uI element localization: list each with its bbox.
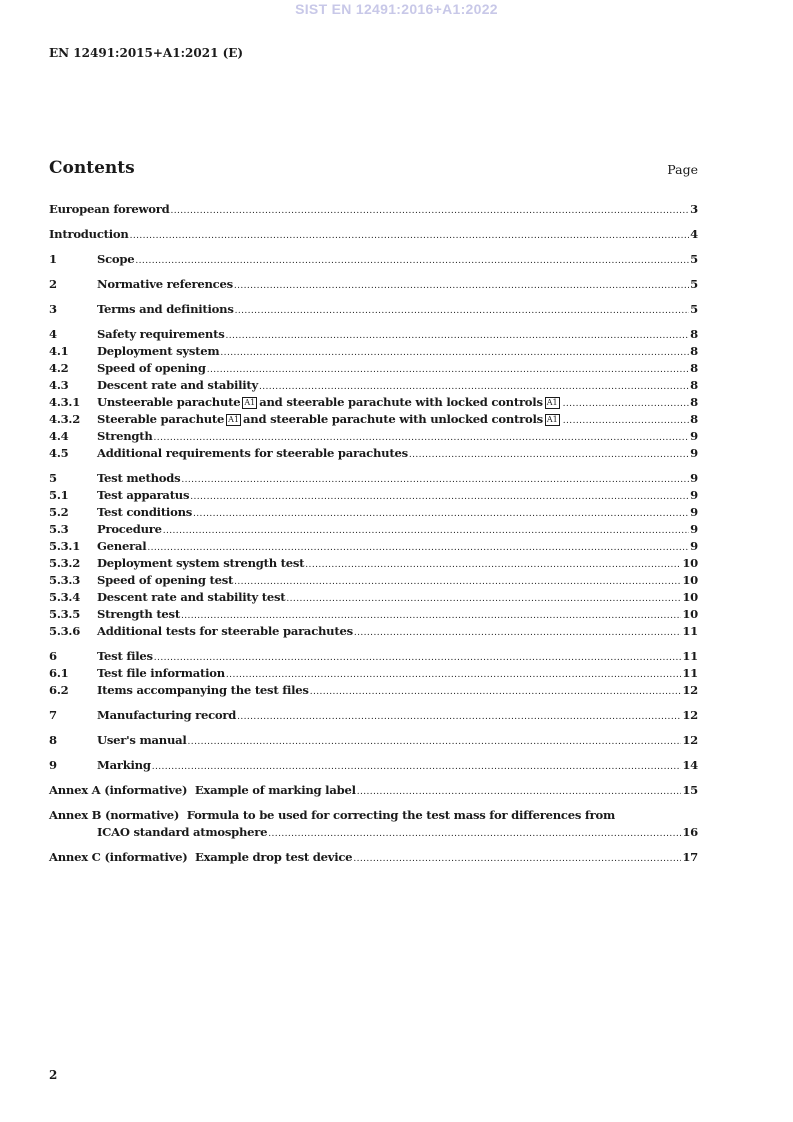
- toc-title: Annex B (normative) Formula to be used for correcting the test mass for differences from: [49, 808, 616, 822]
- dot-leader: [135, 251, 689, 270]
- toc-number: 1: [49, 252, 57, 266]
- toc-entry-6[interactable]: [49, 648, 698, 665]
- contents-title: Contents: [49, 158, 135, 178]
- toc-page: 14: [682, 758, 698, 772]
- toc-title: Deployment system: [97, 344, 220, 358]
- toc-number: 4.5: [49, 446, 69, 460]
- toc-page: 8: [690, 378, 698, 392]
- toc-title: Annex A (informative) Example of marking label: [49, 783, 356, 797]
- dot-leader: [152, 757, 682, 776]
- document-id: EN 12491:2015+A1:2021 (E): [49, 46, 244, 60]
- toc-entry-annex-a[interactable]: [49, 782, 698, 799]
- toc-number: 6.2: [49, 683, 69, 697]
- toc-entry-4-1[interactable]: [49, 343, 698, 360]
- toc-entry-4[interactable]: [49, 326, 698, 343]
- toc-entry-3[interactable]: [49, 301, 698, 318]
- toc-title: European foreword: [49, 202, 170, 216]
- toc-number: 4.2: [49, 361, 69, 375]
- toc-entry-5-3-2[interactable]: [49, 555, 698, 572]
- toc-page: 11: [682, 666, 698, 680]
- dot-leader: [409, 445, 689, 464]
- dot-leader: [310, 682, 682, 701]
- toc-entry-introduction[interactable]: [49, 226, 698, 243]
- toc-entry-7[interactable]: [49, 707, 698, 724]
- toc-entry-4-3-1[interactable]: [49, 394, 698, 411]
- toc-page: 12: [682, 683, 698, 697]
- toc-title: Test conditions: [97, 505, 193, 519]
- toc-page: 9: [690, 446, 698, 460]
- toc-title: Additional tests for steerable parachutes: [97, 624, 353, 638]
- toc-entry-annex-c[interactable]: [49, 849, 698, 866]
- toc-page: 10: [682, 556, 698, 570]
- toc-entry-6-1[interactable]: [49, 665, 698, 682]
- toc-entry-european-foreword[interactable]: [49, 201, 698, 218]
- toc-page: 8: [690, 412, 698, 426]
- toc-title: Test apparatus: [97, 488, 190, 502]
- toc-entry-annex-b-continued[interactable]: [49, 824, 698, 841]
- toc-title: Normative references: [97, 277, 233, 291]
- toc-page: 10: [682, 590, 698, 604]
- toc-page: 5: [690, 252, 698, 266]
- toc-title: User's manual: [97, 733, 187, 747]
- toc-page: 8: [690, 361, 698, 375]
- dot-leader: [353, 849, 681, 868]
- toc-number: 2: [49, 277, 57, 291]
- toc-page: 9: [690, 488, 698, 502]
- toc-entry-5-1[interactable]: [49, 487, 698, 504]
- toc-number: 5.3.1: [49, 539, 81, 553]
- toc-number: 4.3: [49, 378, 69, 392]
- toc-entry-annex-b[interactable]: [49, 807, 698, 824]
- toc-title: Descent rate and stability: [97, 378, 258, 392]
- toc-title: Items accompanying the test files: [97, 683, 309, 697]
- amendment-start-marker: A1: [244, 398, 256, 407]
- toc-page: 10: [682, 607, 698, 621]
- toc-page: 5: [690, 277, 698, 291]
- toc-title: Marking: [97, 758, 151, 772]
- toc-number: 4.3.1: [49, 395, 81, 409]
- toc-title: Speed of opening: [97, 361, 206, 375]
- page-number: 2: [49, 1068, 58, 1082]
- toc-page: 4: [690, 227, 698, 241]
- page-column-label: Page: [667, 162, 698, 177]
- toc-entry-5-3-4[interactable]: [49, 589, 698, 606]
- toc-number: 6: [49, 649, 57, 663]
- amendment-start-marker: A1: [228, 415, 240, 424]
- toc-number: 5.3.3: [49, 573, 81, 587]
- toc-page: 17: [682, 850, 698, 864]
- toc-entry-1[interactable]: [49, 251, 698, 268]
- toc-title-continued: ICAO standard atmosphere: [97, 825, 268, 839]
- toc-title: Test methods: [97, 471, 181, 485]
- toc-title: Scope: [97, 252, 135, 266]
- toc-entry-6-2[interactable]: [49, 682, 698, 699]
- toc-title: Test files: [97, 649, 153, 663]
- toc-entry-4-4[interactable]: [49, 428, 698, 445]
- toc-title: Introduction: [49, 227, 129, 241]
- toc-page: 8: [690, 344, 698, 358]
- toc-entry-5-3-3[interactable]: [49, 572, 698, 589]
- toc-title: Strength test: [97, 607, 180, 621]
- dot-leader: [130, 226, 690, 245]
- toc-number: 6.1: [49, 666, 69, 680]
- toc-title: Terms and definitions: [97, 302, 234, 316]
- toc-entry-8[interactable]: [49, 732, 698, 749]
- toc-entry-9[interactable]: [49, 757, 698, 774]
- toc-number: 5.2: [49, 505, 69, 519]
- toc-title: Deployment system strength test: [97, 556, 305, 570]
- toc-entry-4-3-2[interactable]: [49, 411, 698, 428]
- toc-number: 5.3.6: [49, 624, 81, 638]
- toc-number: 5.3.4: [49, 590, 81, 604]
- toc-entry-4-2[interactable]: [49, 360, 698, 377]
- toc-title: General: [97, 539, 147, 553]
- toc-title: Manufacturing record: [97, 708, 237, 722]
- toc-page: 9: [690, 539, 698, 553]
- toc-number: 4.3.2: [49, 412, 81, 426]
- table-of-contents: [49, 201, 698, 866]
- toc-page: 8: [690, 327, 698, 341]
- toc-title: Test file information: [97, 666, 225, 680]
- toc-number: 4: [49, 327, 57, 341]
- toc-entry-2[interactable]: [49, 276, 698, 293]
- dot-leader: [235, 301, 690, 320]
- toc-page: 12: [682, 708, 698, 722]
- dot-leader: [234, 276, 689, 295]
- toc-number: 5.3.5: [49, 607, 81, 621]
- toc-number: 8: [49, 733, 57, 747]
- toc-page: 8: [690, 395, 698, 409]
- toc-page: 9: [690, 471, 698, 485]
- toc-number: 5.1: [49, 488, 69, 502]
- toc-number: 9: [49, 758, 57, 772]
- toc-number: 7: [49, 708, 57, 722]
- toc-page: 15: [682, 783, 698, 797]
- toc-page: 10: [682, 573, 698, 587]
- toc-entry-5-3-1[interactable]: [49, 538, 698, 555]
- toc-number: 4.1: [49, 344, 69, 358]
- toc-number: 5.3.2: [49, 556, 81, 570]
- toc-page: 9: [690, 522, 698, 536]
- dot-leader: [268, 824, 681, 843]
- toc-page: 11: [682, 624, 698, 638]
- toc-page: 3: [690, 202, 698, 216]
- toc-page: 16: [682, 825, 698, 839]
- dot-leader: [170, 201, 689, 220]
- toc-page: 9: [690, 429, 698, 443]
- amendment-end-marker: A1: [546, 415, 558, 424]
- toc-entry-5-3[interactable]: [49, 521, 698, 538]
- toc-title: Annex C (informative) Example drop test device: [49, 850, 353, 864]
- toc-page: 11: [682, 649, 698, 663]
- toc-page: 9: [690, 505, 698, 519]
- dot-leader: [237, 707, 681, 726]
- toc-entry-5-2[interactable]: [49, 504, 698, 521]
- toc-title: Additional requirements for steerable parachutes: [97, 446, 408, 460]
- dot-leader: [354, 623, 681, 642]
- toc-entry-4-5[interactable]: [49, 445, 698, 462]
- toc-entry-4-3[interactable]: [49, 377, 698, 394]
- toc-entry-5-3-6[interactable]: [49, 623, 698, 640]
- toc-title: Unsteerable parachute A1 and steerable parachute with locked controls A1: [97, 395, 558, 409]
- watermark: SIST EN 12491:2016+A1:2022: [295, 1, 498, 17]
- toc-number: 5.3: [49, 522, 69, 536]
- amendment-end-marker: A1: [546, 398, 558, 407]
- toc-title: Strength: [97, 429, 153, 443]
- toc-page: 5: [690, 302, 698, 316]
- dot-leader: [357, 782, 682, 801]
- dot-leader: [188, 732, 682, 751]
- toc-entry-5[interactable]: [49, 470, 698, 487]
- toc-title: Steerable parachute A1 and steerable parachute with unlocked controls A1: [97, 412, 558, 426]
- toc-title: Procedure: [97, 522, 162, 536]
- toc-title: Safety requirements: [97, 327, 225, 341]
- toc-title: Descent rate and stability test: [97, 590, 286, 604]
- toc-title: Speed of opening test: [97, 573, 234, 587]
- toc-number: 3: [49, 302, 57, 316]
- toc-number: 5: [49, 471, 57, 485]
- toc-entry-5-3-5[interactable]: [49, 606, 698, 623]
- toc-number: 4.4: [49, 429, 69, 443]
- toc-page: 12: [682, 733, 698, 747]
